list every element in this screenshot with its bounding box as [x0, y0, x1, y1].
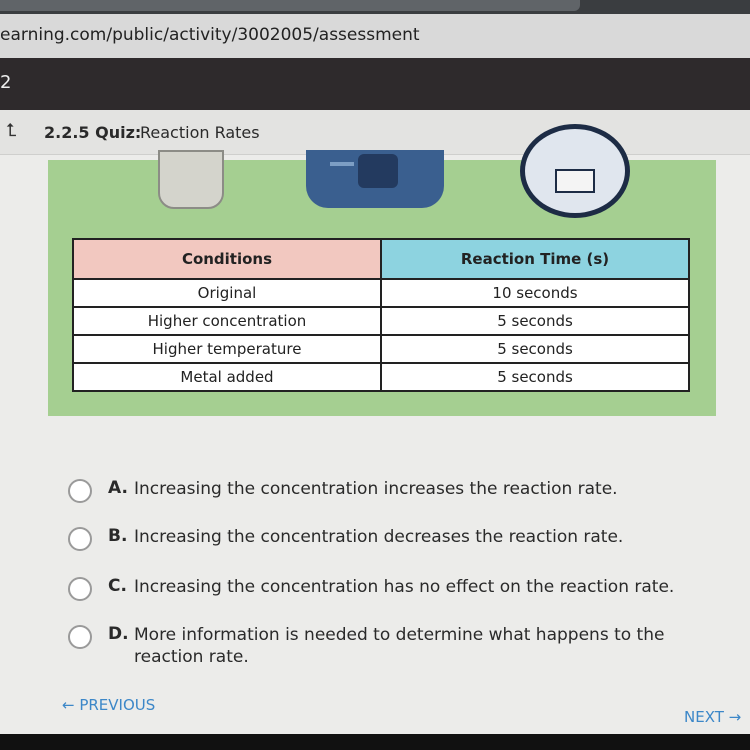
- option-letter: D.: [108, 624, 129, 644]
- reaction-table: [72, 238, 690, 392]
- course-header: [0, 58, 750, 110]
- header-reaction-time: Reaction Time (s): [381, 239, 689, 279]
- beaker-image: [158, 150, 224, 209]
- option-text[interactable]: Increasing the concentration decreases the reaction rate.: [134, 527, 624, 547]
- condition-cell: Higher concentration: [73, 307, 381, 335]
- address-bar[interactable]: [0, 14, 750, 58]
- time-cell: 10 seconds: [381, 279, 689, 307]
- quiz-code: 2.2.5 Quiz:: [44, 123, 142, 142]
- question-figure: [48, 160, 716, 416]
- option-letter: B.: [108, 526, 128, 546]
- beaker-with-metal-image: [306, 150, 444, 208]
- option-text[interactable]: Increasing the concentration has no effect on the reaction rate.: [134, 577, 675, 597]
- browser-tab[interactable]: [0, 0, 580, 11]
- clock-display: [555, 169, 595, 193]
- radio-button[interactable]: [68, 479, 92, 503]
- option-letter: A.: [108, 478, 128, 498]
- condition-cell: Original: [73, 279, 381, 307]
- option-text[interactable]: Increasing the concentration increases the reaction rate.: [134, 479, 618, 499]
- time-cell: 5 seconds: [381, 363, 689, 391]
- option-text[interactable]: More information is needed to determine what happens to the reaction rate.: [134, 625, 665, 667]
- clock-image: [520, 124, 630, 218]
- table-row: [73, 363, 689, 391]
- quiz-title: Reaction Rates: [140, 123, 260, 142]
- radio-button[interactable]: [68, 625, 92, 649]
- arrow-up-icon[interactable]: ⮤: [6, 120, 17, 141]
- course-number: 2: [0, 72, 12, 93]
- table-row: [73, 279, 689, 307]
- table-header-row: [73, 239, 689, 279]
- option-letter: C.: [108, 576, 127, 596]
- radio-button[interactable]: [68, 527, 92, 551]
- header-conditions: Conditions: [73, 239, 381, 279]
- table-row: [73, 307, 689, 335]
- quiz-page: [0, 110, 750, 734]
- radio-button[interactable]: [68, 577, 92, 601]
- metal-piece: [358, 154, 398, 188]
- time-cell: 5 seconds: [381, 335, 689, 363]
- url-text[interactable]: earning.com/public/activity/3002005/assessment: [0, 25, 420, 45]
- condition-cell: Metal added: [73, 363, 381, 391]
- table-row: [73, 335, 689, 363]
- breadcrumb: [0, 110, 750, 155]
- window-bottom-edge: [0, 734, 750, 750]
- browser-tab-strip: [0, 0, 750, 14]
- condition-cell: Higher temperature: [73, 335, 381, 363]
- time-cell: 5 seconds: [381, 307, 689, 335]
- bubble-streak: [330, 162, 354, 166]
- previous-button[interactable]: ← PREVIOUS: [62, 696, 156, 714]
- next-button[interactable]: NEXT →: [684, 708, 742, 726]
